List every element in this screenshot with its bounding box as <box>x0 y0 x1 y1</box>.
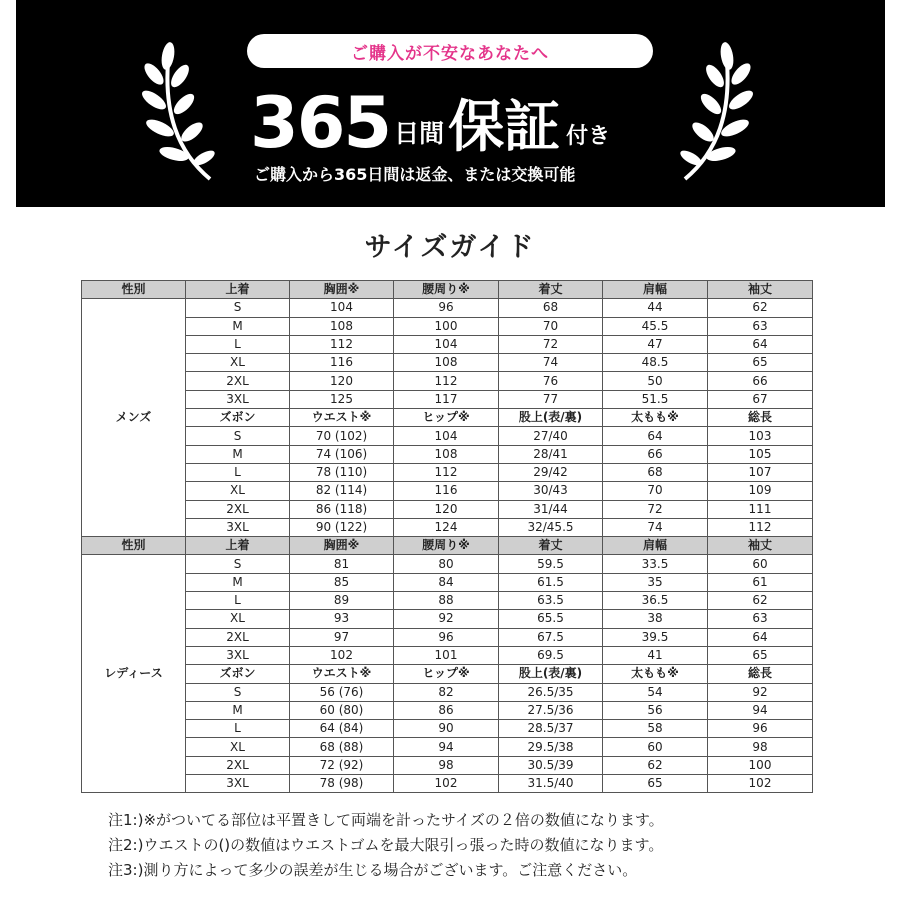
table-cell: 102 <box>708 775 813 793</box>
table-cell: 63 <box>708 317 813 335</box>
table-cell: 68 <box>499 299 603 317</box>
table-cell: 92 <box>394 610 499 628</box>
table-cell: 26.5/35 <box>499 683 603 701</box>
table-row <box>82 299 813 317</box>
table-cell: 68 <box>603 463 708 481</box>
table-cell: 112 <box>708 518 813 536</box>
table-cell: 74 (106) <box>290 445 394 463</box>
table-cell: S <box>186 299 290 317</box>
tops-header-cell: 胸囲※ <box>290 537 394 555</box>
pants-header-cell: 太もも※ <box>603 665 708 683</box>
note-2: 注2:)ウエストの()の数値はウエストゴムを最大限引っ張った時の数値になります。 <box>108 836 664 854</box>
table-cell: 35 <box>603 573 708 591</box>
banner-pill: ご購入が不安なあなたへ <box>247 34 653 68</box>
table-cell: 81 <box>290 555 394 573</box>
table-cell: XL <box>186 610 290 628</box>
table-cell: 70 <box>499 317 603 335</box>
table-row <box>82 482 813 500</box>
tops-header-cell: 上着 <box>186 537 290 555</box>
table-row <box>82 592 813 610</box>
table-cell: 96 <box>708 720 813 738</box>
table-cell: 29.5/38 <box>499 738 603 756</box>
table-cell: 2XL <box>186 756 290 774</box>
table-cell: 59.5 <box>499 555 603 573</box>
table-cell: L <box>186 720 290 738</box>
pants-header-cell: ズボン <box>186 409 290 427</box>
size-guide-table <box>81 280 813 793</box>
table-cell: 74 <box>603 518 708 536</box>
pants-header-cell: 総長 <box>708 409 813 427</box>
table-row <box>82 390 813 408</box>
table-row <box>82 518 813 536</box>
mens-pants-header-row <box>82 409 813 427</box>
table-cell: 32/45.5 <box>499 518 603 536</box>
tops-header-cell: 上着 <box>186 281 290 299</box>
table-cell: 68 (88) <box>290 738 394 756</box>
banner-headline <box>250 78 670 164</box>
guarantee-word: 保証 <box>448 95 561 160</box>
table-cell: 80 <box>394 555 499 573</box>
table-cell: 86 <box>394 701 499 719</box>
pants-header-cell: ヒップ※ <box>394 665 499 683</box>
table-cell: 98 <box>394 756 499 774</box>
table-row <box>82 463 813 481</box>
page-title: サイズガイド <box>364 232 536 263</box>
table-cell: 112 <box>394 463 499 481</box>
table-cell: 66 <box>708 372 813 390</box>
table-row <box>82 445 813 463</box>
table-cell: 65 <box>708 354 813 372</box>
table-cell: M <box>186 445 290 463</box>
table-cell: 31/44 <box>499 500 603 518</box>
table-cell: 28.5/37 <box>499 720 603 738</box>
table-cell: 69.5 <box>499 646 603 664</box>
table-cell: 96 <box>394 628 499 646</box>
table-cell: 116 <box>394 482 499 500</box>
table-cell: 108 <box>394 354 499 372</box>
table-cell: 97 <box>290 628 394 646</box>
table-row <box>82 354 813 372</box>
table-cell: 88 <box>394 592 499 610</box>
table-cell: M <box>186 317 290 335</box>
table-cell: 94 <box>394 738 499 756</box>
table-cell: 27.5/36 <box>499 701 603 719</box>
table-cell: XL <box>186 738 290 756</box>
banner-subline: ご購入から365日間は返金、または交換可能 <box>254 165 576 184</box>
tops-header-cell: 肩幅 <box>603 281 708 299</box>
table-cell: L <box>186 592 290 610</box>
table-cell: 104 <box>394 427 499 445</box>
table-row <box>82 628 813 646</box>
table-cell: 104 <box>394 335 499 353</box>
table-cell: 44 <box>603 299 708 317</box>
tops-header-cell: 着丈 <box>499 537 603 555</box>
table-cell: 104 <box>290 299 394 317</box>
table-cell: 64 <box>603 427 708 445</box>
table-cell: 31.5/40 <box>499 775 603 793</box>
laurel-right-icon <box>665 34 755 184</box>
table-cell: 41 <box>603 646 708 664</box>
table-cell: 63 <box>708 610 813 628</box>
table-cell: 84 <box>394 573 499 591</box>
table-cell: 39.5 <box>603 628 708 646</box>
table-cell: 102 <box>290 646 394 664</box>
tops-header-cell: 着丈 <box>499 281 603 299</box>
table-cell: 29/42 <box>499 463 603 481</box>
table-cell: 72 <box>499 335 603 353</box>
table-row <box>82 372 813 390</box>
table-cell: S <box>186 555 290 573</box>
table-cell: 93 <box>290 610 394 628</box>
table-cell: 27/40 <box>499 427 603 445</box>
table-cell: 36.5 <box>603 592 708 610</box>
table-cell: 76 <box>499 372 603 390</box>
table-cell: 56 <box>603 701 708 719</box>
table-cell: 2XL <box>186 372 290 390</box>
table-cell: 94 <box>708 701 813 719</box>
pants-header-cell: 股上(表/裏) <box>499 665 603 683</box>
table-cell: 101 <box>394 646 499 664</box>
notes <box>108 808 878 883</box>
table-cell: XL <box>186 354 290 372</box>
table-cell: 45.5 <box>603 317 708 335</box>
mens-header-row <box>82 281 813 299</box>
table-cell: L <box>186 335 290 353</box>
table-cell: 100 <box>708 756 813 774</box>
table-row <box>82 335 813 353</box>
note-3: 注3:)測り方によって多少の誤差が生じる場合がございます。ご注意ください。 <box>108 861 638 879</box>
table-cell: 98 <box>708 738 813 756</box>
table-cell: 47 <box>603 335 708 353</box>
guarantee-days: 365 <box>250 82 391 164</box>
pants-header-cell: ウエスト※ <box>290 665 394 683</box>
table-cell: 124 <box>394 518 499 536</box>
table-cell: 112 <box>290 335 394 353</box>
table-cell: 28/41 <box>499 445 603 463</box>
table-cell: 3XL <box>186 518 290 536</box>
table-row <box>82 775 813 793</box>
table-cell: 72 (92) <box>290 756 394 774</box>
table-cell: 103 <box>708 427 813 445</box>
table-cell: 65 <box>708 646 813 664</box>
table-cell: S <box>186 427 290 445</box>
table-row <box>82 756 813 774</box>
table-cell: 66 <box>603 445 708 463</box>
table-row <box>82 610 813 628</box>
table-cell: 60 (80) <box>290 701 394 719</box>
table-cell: 109 <box>708 482 813 500</box>
table-cell: 63.5 <box>499 592 603 610</box>
table-cell: 105 <box>708 445 813 463</box>
table-cell: 72 <box>603 500 708 518</box>
laurel-left-icon <box>140 34 230 184</box>
ladies-header-row <box>82 537 813 555</box>
table-cell: 54 <box>603 683 708 701</box>
table-row <box>82 683 813 701</box>
table-cell: 96 <box>394 299 499 317</box>
table-cell: 64 <box>708 628 813 646</box>
table-cell: 120 <box>394 500 499 518</box>
table-cell: 48.5 <box>603 354 708 372</box>
table-cell: 108 <box>290 317 394 335</box>
gender-header-cell: 性別 <box>82 281 186 299</box>
tops-header-cell: 袖丈 <box>708 537 813 555</box>
table-cell: 2XL <box>186 500 290 518</box>
table-cell: 74 <box>499 354 603 372</box>
table-cell: 82 (114) <box>290 482 394 500</box>
table-cell: 30.5/39 <box>499 756 603 774</box>
table-cell: 33.5 <box>603 555 708 573</box>
table-cell: 62 <box>708 592 813 610</box>
pants-header-cell: ヒップ※ <box>394 409 499 427</box>
table-row <box>82 701 813 719</box>
table-cell: 117 <box>394 390 499 408</box>
table-cell: 65 <box>603 775 708 793</box>
pants-header-cell: ウエスト※ <box>290 409 394 427</box>
table-cell: 60 <box>603 738 708 756</box>
table-cell: 70 <box>603 482 708 500</box>
table-cell: 78 (98) <box>290 775 394 793</box>
ladies-pants-header-row <box>82 665 813 683</box>
table-cell: 107 <box>708 463 813 481</box>
table-row <box>82 646 813 664</box>
table-cell: 60 <box>708 555 813 573</box>
table-cell: M <box>186 701 290 719</box>
table-cell: 61.5 <box>499 573 603 591</box>
table-cell: 77 <box>499 390 603 408</box>
guarantee-unit: 日間 <box>394 119 445 148</box>
table-cell: 62 <box>603 756 708 774</box>
tops-header-cell: 腰周り※ <box>394 281 499 299</box>
guarantee-tail: 付き <box>566 124 611 149</box>
pants-header-cell: 太もも※ <box>603 409 708 427</box>
note-1: 注1:)※がついてる部位は平置きして両端を計ったサイズの２倍の数値になります。 <box>108 811 664 829</box>
table-cell: 62 <box>708 299 813 317</box>
table-cell: 108 <box>394 445 499 463</box>
ladies-gender-label: レディース <box>82 555 186 793</box>
table-cell: 111 <box>708 500 813 518</box>
table-cell: 64 (84) <box>290 720 394 738</box>
table-cell: 65.5 <box>499 610 603 628</box>
table-cell: 92 <box>708 683 813 701</box>
table-cell: 3XL <box>186 390 290 408</box>
table-cell: 56 (76) <box>290 683 394 701</box>
pants-header-cell: 股上(表/裏) <box>499 409 603 427</box>
table-cell: 78 (110) <box>290 463 394 481</box>
table-cell: 112 <box>394 372 499 390</box>
table-row <box>82 500 813 518</box>
table-cell: XL <box>186 482 290 500</box>
table-cell: S <box>186 683 290 701</box>
table-cell: 120 <box>290 372 394 390</box>
gender-header-cell: 性別 <box>82 537 186 555</box>
pants-header-cell: ズボン <box>186 665 290 683</box>
table-cell: 102 <box>394 775 499 793</box>
table-cell: 38 <box>603 610 708 628</box>
table-cell: 85 <box>290 573 394 591</box>
pants-header-cell: 総長 <box>708 665 813 683</box>
tops-header-cell: 腰周り※ <box>394 537 499 555</box>
table-cell: L <box>186 463 290 481</box>
table-cell: 125 <box>290 390 394 408</box>
table-cell: 67.5 <box>499 628 603 646</box>
table-cell: 100 <box>394 317 499 335</box>
table-row <box>82 317 813 335</box>
tops-header-cell: 肩幅 <box>603 537 708 555</box>
table-cell: 116 <box>290 354 394 372</box>
table-row <box>82 720 813 738</box>
table-cell: 90 <box>394 720 499 738</box>
table-cell: 70 (102) <box>290 427 394 445</box>
table-row <box>82 555 813 573</box>
table-cell: 67 <box>708 390 813 408</box>
tops-header-cell: 胸囲※ <box>290 281 394 299</box>
table-cell: 3XL <box>186 646 290 664</box>
table-cell: 90 (122) <box>290 518 394 536</box>
table-cell: 86 (118) <box>290 500 394 518</box>
table-cell: 2XL <box>186 628 290 646</box>
table-cell: 82 <box>394 683 499 701</box>
table-row <box>82 738 813 756</box>
table-cell: 50 <box>603 372 708 390</box>
tops-header-cell: 袖丈 <box>708 281 813 299</box>
table-row <box>82 427 813 445</box>
table-cell: 58 <box>603 720 708 738</box>
table-cell: 89 <box>290 592 394 610</box>
table-cell: 51.5 <box>603 390 708 408</box>
table-row <box>82 573 813 591</box>
table-cell: M <box>186 573 290 591</box>
table-cell: 61 <box>708 573 813 591</box>
mens-gender-label: メンズ <box>82 299 186 537</box>
table-cell: 30/43 <box>499 482 603 500</box>
table-cell: 3XL <box>186 775 290 793</box>
table-cell: 64 <box>708 335 813 353</box>
